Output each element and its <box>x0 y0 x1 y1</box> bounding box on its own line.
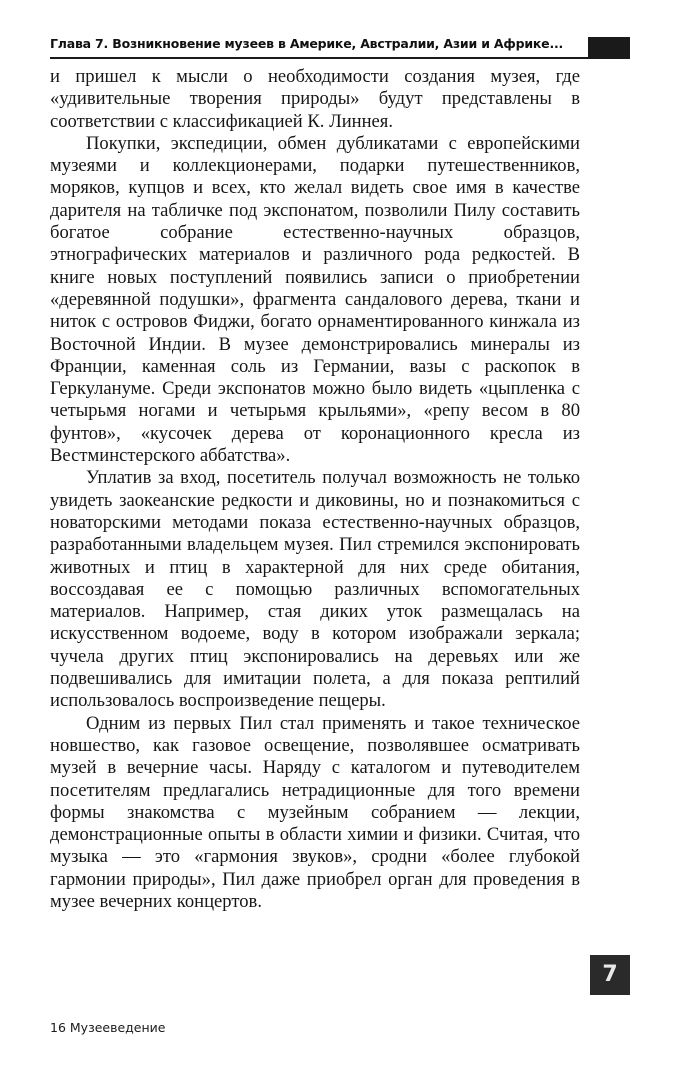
running-header: Глава 7. Возникновение музеев в Америке, Австралии, Азии и Африке... <box>50 36 564 51</box>
page-number: 16 <box>50 1020 66 1035</box>
paragraph-exhibition-methods: Уплатив за вход, посетитель получал возможность не только увидеть заокеанские редкости и диковины, но и познакомиться с новаторскими методами показа естественно-научных образцов, разработанными владельцем музея. Пил стремился экспонировать животных и птиц в характерной для них среде обитания, воссоздавая ее с помощью различных вспомогательных материалов. Например, стая диких уток размещалась на искусственном водоеме, воду в котором изображали зеркала; чучела других птиц экспонировались на деревьях или же подвешивались для имитации полета, а для показа рептилий использовалось воспроизведение пещеры. <box>50 467 580 712</box>
paragraph-purchases: Покупки, экспедиции, обмен дубликатами с европейскими музеями и коллекционерами, подарки путешественников, моряков, купцов и всех, кто желал видеть свое имя в качестве дарителя на табличке под экспонатом, позволили Пилу составить богатое собрание естественно-научных образцов, этнографических материалов и различного рода редкостей. В книге новых поступлений появились записи о приобретении «деревянной подушки», фрагмента сандалового дерева, ткани и ниток с островов Фиджи, богато орнаментированного кинжала из Восточной Индии. В музее демонстрировались минералы из Франции, каменная соль из Германии, вазы с раскопок в Геркулануме. Среди экспонатов можно было видеть «цыпленка с четырьмя ногами и четырьмя крыльями», «репу весом в 80 фунтов», «кусочек дерева от коронационного кресла из Вестминстерского аббатства». <box>50 132 580 467</box>
header-rule <box>50 57 630 59</box>
chapter-side-tab: 7 <box>590 955 630 995</box>
book-title: Музееведение <box>69 1020 166 1035</box>
body-text <box>50 66 580 913</box>
header-tab-marker <box>588 37 630 57</box>
page-footer <box>50 1020 165 1035</box>
paragraph-gas-lighting: Одним из первых Пил стал применять и такое техническое новшество, как газовое освещение, позволявшее осматривать музей в вечерние часы. Наряду с каталогом и путеводителем посетителям предлагались нетрадиционные для того времени формы знакомства с музейным собранием — лекции, демонстрационные опыты в области химии и физики. Считая, что музыка — это «гармония звуков», сродни «более глубокой гармонии природы», Пил даже приобрел орган для проведения в музее вечерних концертов. <box>50 712 580 912</box>
paragraph-continuation: и пришел к мысли о необходимости создания музея, где «удивительные творения природы» будут представлены в соответствии с классификацией К. Линнея. <box>50 66 580 132</box>
